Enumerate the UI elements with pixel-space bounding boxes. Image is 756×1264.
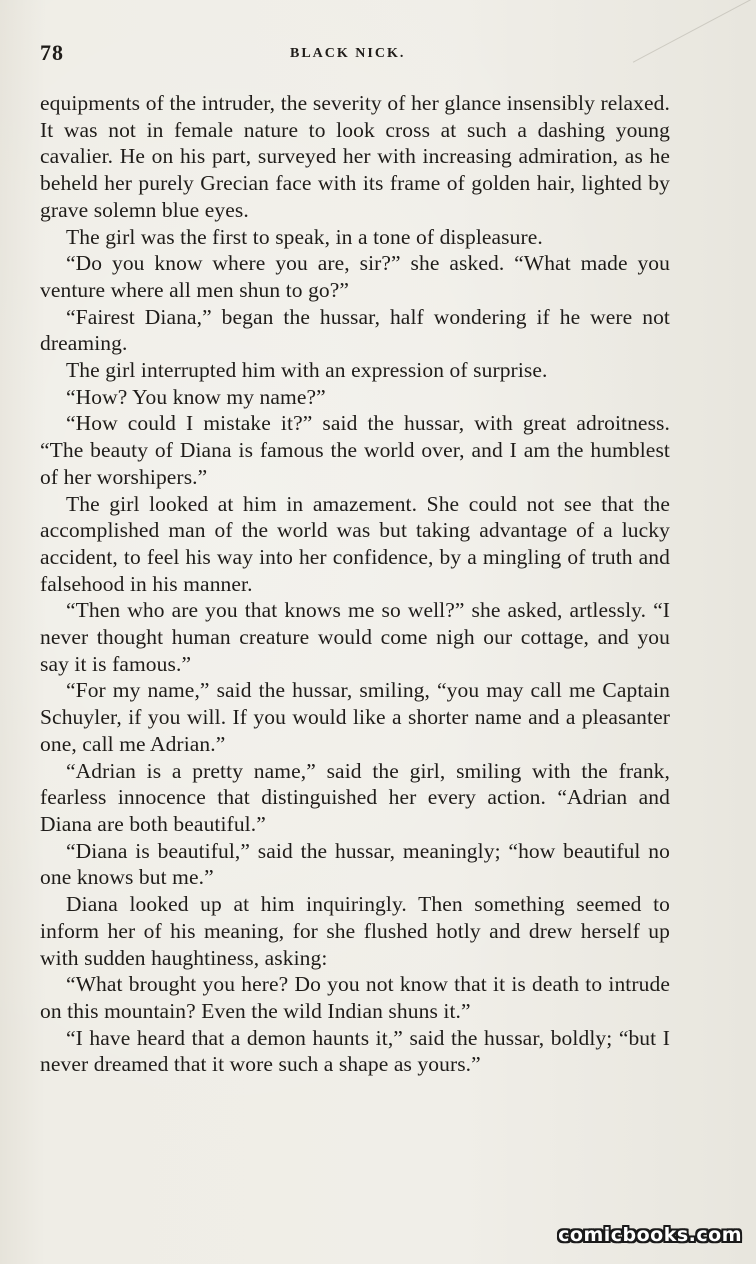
site-watermark: comicbooks.com: [558, 1224, 742, 1246]
paragraph: “Adrian is a pretty name,” said the girl, smiling with the frank, fearless innocence that distinguished her every action. “Adrian and Diana are both beautiful.”: [40, 758, 670, 836]
paragraph: Diana looked up at him inquiringly. Then something seemed to inform her of his meaning, for she flushed hotly and drew herself up with sudden haughtiness, asking:: [40, 892, 670, 970]
paragraph: The girl interrupted him with an expression of surprise.: [66, 358, 548, 383]
paragraph: equipments of the intruder, the severity of her glance insensibly relaxed. It was not in female nature to look cross at such a dashing young cavalier. He on his part, surveyed her with increasing admiration, as he beheld her purely Grecian face with its frame of golden hair, lighted by grave solemn blue eyes.: [40, 91, 670, 222]
paragraph: “How could I mistake it?” said the hussar, with great adroitness. “The beauty of Diana is famous the world over, and I am the humblest of her worshipers.”: [40, 411, 670, 489]
paragraph: “For my name,” said the hussar, smiling, “you may call me Captain Schuyler, if you will. If you would like a shorter name and a pleasanter one, call me Adrian.”: [40, 678, 670, 756]
paragraph: “I have heard that a demon haunts it,” said the hussar, boldly; “but I never dreamed that it wore such a shape as yours.”: [40, 1025, 670, 1077]
paragraph: “Diana is beautiful,” said the hussar, meaningly; “how beautiful no one knows but me.”: [40, 838, 670, 890]
paragraph: “What brought you here? Do you not know that it is death to intrude on this mountain? Even the wild Indian shuns it.”: [40, 972, 670, 1023]
running-title: BLACK NICK.: [290, 46, 406, 61]
page-header: [40, 40, 680, 68]
paragraph: The girl was the first to speak, in a tone of displeasure.: [66, 224, 543, 249]
paragraph: The girl looked at him in amazement. She could not see that the accomplished man of the world was but taking advantage of a lucky accident, to feel his way into her confidence, by a mingling of truth and falsehood in his manner.: [40, 491, 670, 596]
body-text: [40, 90, 670, 1078]
paragraph: “Fairest Diana,” began the hussar, half wondering if he were not dreaming.: [40, 304, 670, 356]
page-number: 78: [40, 40, 64, 65]
paragraph: “Do you know where you are, sir?” she asked. “What made you venture where all men shun to go?”: [40, 251, 670, 302]
paragraph: “Then who are you that knows me so well?” she asked, artlessly. “I never thought human creature would come nigh our cottage, and you say it is famous.”: [40, 598, 670, 676]
paragraph: “How? You know my name?”: [66, 384, 326, 409]
